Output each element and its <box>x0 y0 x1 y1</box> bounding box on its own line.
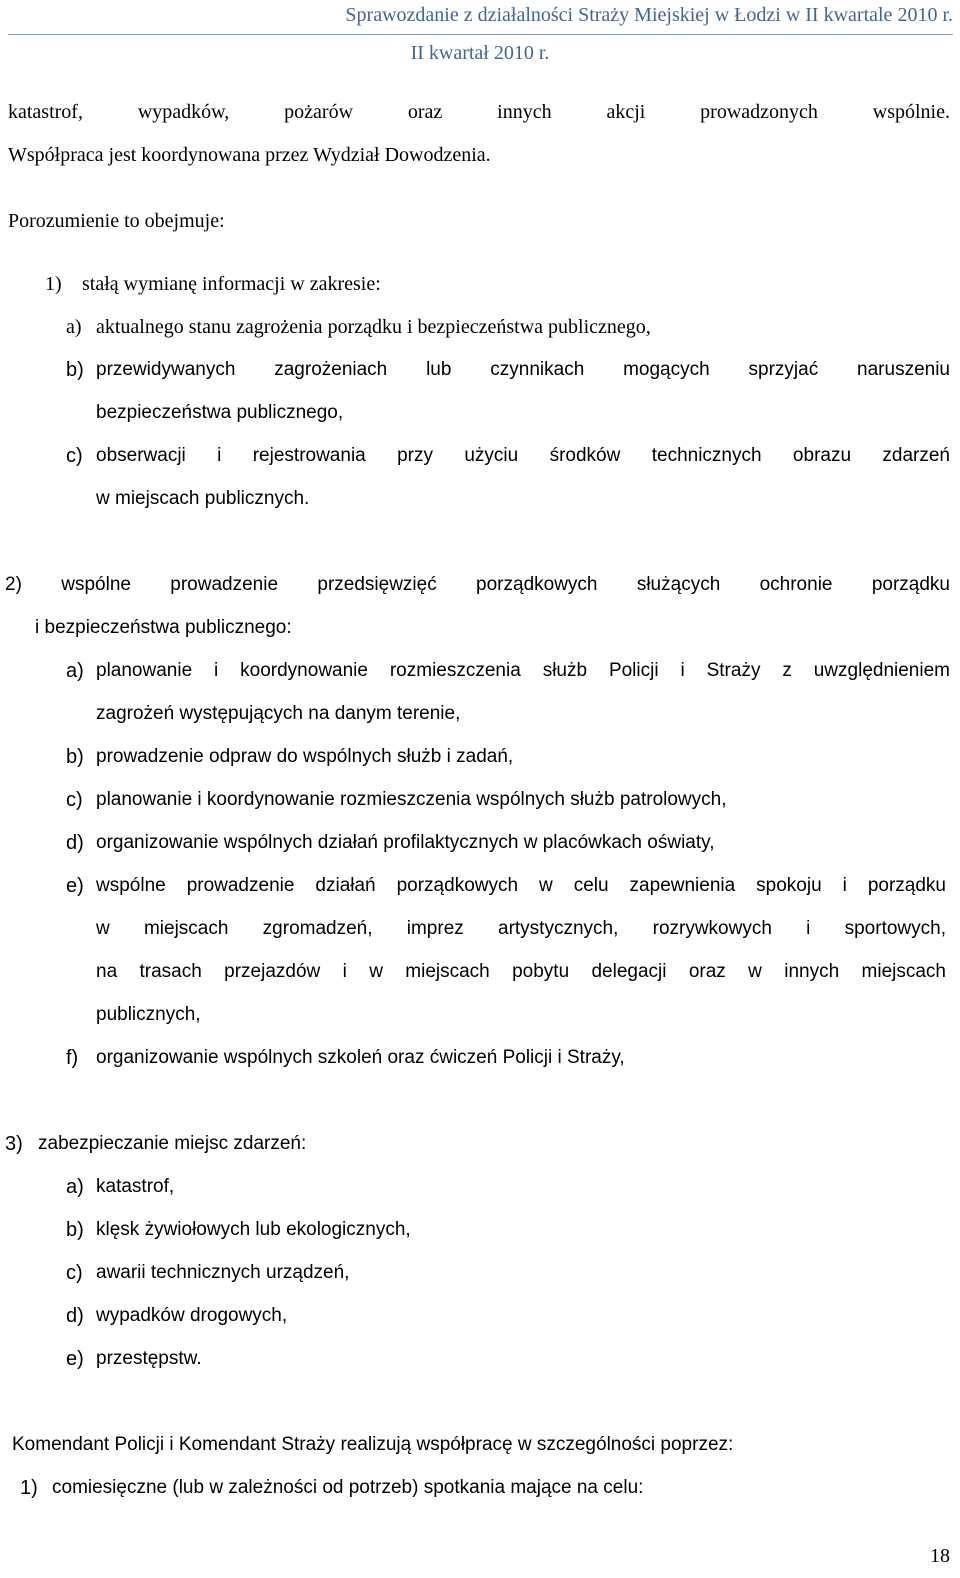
s3d-text: wypadków drogowych, <box>96 1305 288 1326</box>
s1b-line2: bezpieczeństwa publicznego, <box>96 402 344 423</box>
s2e-line2: w miejscach zgromadzeń, imprez artystycznych, rozrywkowych i sportowych, <box>96 918 946 939</box>
header-title: Sprawozdanie z działalności Straży Miejskiej w Łodzi w II kwartale 2010 r. <box>345 4 953 26</box>
p2: Porozumienie to obejmuje: <box>8 210 225 232</box>
s2f-text: organizowanie wspólnych szkoleń oraz ćwiczeń Policji i Straży, <box>96 1047 625 1068</box>
s2c-text: planowanie i koordynowanie rozmieszczenia wspólnych służb patrolowych, <box>96 789 727 810</box>
s2e-line3: na trasach przejazdów i w miejscach pobytu delegacji oraz w innych miejscach <box>96 961 946 982</box>
s3-text: zabezpieczanie miejsc zdarzeń: <box>38 1133 307 1154</box>
s1a-text: aktualnego stanu zagrożenia porządku i bezpieczeństwa publicznego, <box>96 316 651 338</box>
p3: Komendant Policji i Komendant Straży realizują współpracę w szczególności poprzez: <box>12 1434 734 1455</box>
s2e-line1: wspólne prowadzenie działań porządkowych w celu zapewnienia spokoju i porządku <box>96 875 946 896</box>
s2c-label: c) <box>66 789 83 811</box>
s2e-label: e) <box>66 875 84 897</box>
s3a-text: katastrof, <box>96 1176 175 1197</box>
s2f-label: f) <box>66 1047 79 1069</box>
s2-line2: i bezpieczeństwa publicznego: <box>35 617 292 638</box>
header-rule <box>8 34 953 35</box>
s1b-line1: przewidywanych zagrożeniach lub czynnikach mogących sprzyjać naruszeniu <box>96 359 950 380</box>
s2d-label: d) <box>66 832 84 854</box>
s2e-line4: publicznych, <box>96 1004 201 1025</box>
s2b-label: b) <box>66 746 84 768</box>
s2a-line1: planowanie i koordynowanie rozmieszczenia służb Policji i Straży z uwzględnieniem <box>96 660 950 681</box>
s1a-label: a) <box>66 316 82 338</box>
p3-1-label: 1) <box>20 1477 38 1499</box>
header-subtitle: II kwartał 2010 r. <box>410 42 550 64</box>
s2-line1: 2) wspólne prowadzenie przedsięwzięć porządkowych służących ochronie porządku <box>5 574 950 595</box>
s1c-label: c) <box>66 445 83 467</box>
s1c-line1: obserwacji i rejestrowania przy użyciu środków technicznych obrazu zdarzeń <box>96 445 950 466</box>
s1b-label: b) <box>66 359 84 381</box>
s1-label: 1) <box>45 273 62 295</box>
s3c-label: c) <box>66 1262 83 1284</box>
page-header <box>0 0 960 70</box>
page-number: 18 <box>930 1545 950 1567</box>
s3b-text: klęsk żywiołowych lub ekologicznych, <box>96 1219 411 1240</box>
s3a-label: a) <box>66 1176 84 1198</box>
p3-1-text: comiesięczne (lub w zależności od potrzeb) spotkania mające na celu: <box>52 1477 644 1498</box>
s2a-line2: zagrożeń występujących na danym terenie, <box>96 703 461 724</box>
s3e-label: e) <box>66 1348 84 1370</box>
p1-line1: katastrof, wypadków, pożarów oraz innych akcji prowadzonych wspólnie. <box>8 101 950 123</box>
s3b-label: b) <box>66 1219 84 1241</box>
s3d-label: d) <box>66 1305 84 1327</box>
s1c-line2: w miejscach publicznych. <box>96 488 310 509</box>
s3e-text: przestępstw. <box>96 1348 202 1369</box>
s3-label: 3) <box>5 1133 23 1155</box>
p1-line2: Współpraca jest koordynowana przez Wydział Dowodzenia. <box>8 144 491 166</box>
s2b-text: prowadzenie odpraw do wspólnych służb i zadań, <box>96 746 514 767</box>
s3c-text: awarii technicznych urządzeń, <box>96 1262 350 1283</box>
s2d-text: organizowanie wspólnych działań profilaktycznych w placówkach oświaty, <box>96 832 715 853</box>
s2a-label: a) <box>66 660 84 682</box>
s1-text: stałą wymianę informacji w zakresie: <box>82 273 381 295</box>
